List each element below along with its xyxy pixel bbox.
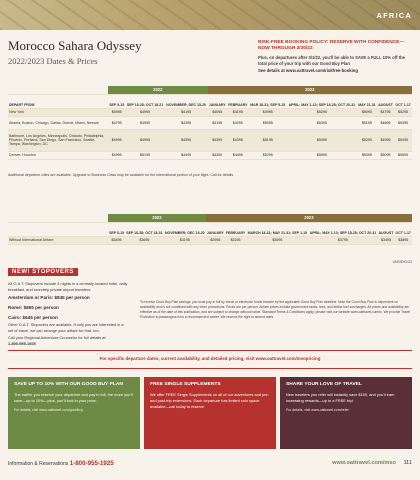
date-column-header: AUGUST: [377, 94, 394, 108]
price-cell: $5495: [287, 129, 357, 151]
price-cell: $4995: [377, 129, 394, 151]
date-column-header: AUGUST: [377, 222, 394, 236]
price-cell: $4195: [208, 116, 227, 129]
price-cell: $5195: [125, 151, 164, 159]
price-cell: $5595: [394, 151, 412, 159]
date-column-header: APRIL; MAY 1-13; SEP 18-28; OCT 20-31: [287, 94, 357, 108]
refer-friend-box: [280, 377, 412, 449]
depart-city-cell: Denver, Houston: [8, 151, 108, 159]
table-row: [8, 151, 412, 159]
divider-bottom: [8, 368, 412, 369]
divider-top: [8, 350, 412, 351]
depart-city-cell: New York: [8, 108, 108, 116]
terms-text: To receive Good Buy Plan savings, you must pay in full by check or electronic funds transfer by the applicable Good Buy Plan deadline. Note the Good Buy Plan is dependent on availability and is not combined with any other promotions. Prices are per person. Airfare prices include government taxes, fees, and airline fuel surcharges. All prices and availability are effective as of the date of this publication, and are subject to change without notice. Standard Terms & Conditions apply; please visit our website www.oattravel.com/tc. We provide Travel Protection to passengers from a recommended carrier. We reserve the right to amend rates.: [140, 300, 411, 319]
header-band: [0, 0, 420, 30]
price-table-land-only: [8, 214, 412, 245]
good-buy-link[interactable]: For details, visit www.oattravel.com/goodbuy: [14, 407, 84, 412]
price-cell: $4495: [165, 151, 208, 159]
page-subtitle: 2022/2023 Dates & Prices: [8, 56, 98, 66]
table-note: Additional departure cities are available. Upgrade to Business Class may be available for the international portion of your flight. Call for details.: [8, 173, 235, 177]
price-cell: $4195: [165, 108, 208, 116]
price-cell: $4395: [208, 151, 227, 159]
good-buy-body: The earlier you reserve your departure and pay in full, the more you'll save—up to 10%—plus, you'll lock in your price.: [14, 392, 133, 404]
footer-contact: [8, 460, 114, 467]
year-2023-label: 2023: [208, 86, 412, 94]
table-row: [8, 116, 412, 129]
price-cell: $5095: [357, 108, 377, 116]
date-column-header: MAY 21-31: [357, 94, 377, 108]
stopovers-block: [8, 280, 128, 347]
depart-from-header: [8, 222, 108, 236]
price-cell: $4795: [108, 116, 125, 129]
stopover-cairo: Cairo: $645 per person: [8, 314, 58, 320]
depart-city-cell: Without International Airfare: [8, 236, 108, 244]
footer-phone[interactable]: 1-800-955-1925: [69, 460, 114, 467]
price-cell: $3495: [108, 236, 125, 244]
price-cell: $3695: [125, 236, 164, 244]
stopovers-heading: NEW! STOPOVERS: [8, 268, 78, 276]
year-band-row: [8, 86, 412, 94]
year-2022-label: 2022: [108, 214, 206, 222]
section-tag: AFRICA: [376, 11, 412, 20]
header-pattern: [0, 0, 420, 30]
single-supplement-box: [144, 377, 276, 449]
price-cell: $5395: [357, 151, 377, 159]
depart-city-cell: Atlanta, Boston, Chicago, Dallas, Detroit, Miami, Newark: [8, 116, 108, 129]
price-cell: $4995: [125, 129, 164, 151]
price-cell: $4995: [249, 108, 287, 116]
stopover-amsterdam-paris: Amsterdam or Paris: $845 per person: [8, 295, 90, 301]
reference-code: #NSIDO/23: [392, 260, 412, 264]
depart-from-header: DEPART FROM: [8, 94, 108, 108]
price-cell: $4395: [227, 129, 249, 151]
year-2023-label: 2023: [206, 214, 412, 222]
price-cell: $5095: [377, 151, 394, 159]
price-cell: $5395: [287, 116, 357, 129]
price-cell: $5595: [287, 151, 357, 159]
table-header-row: [8, 222, 412, 236]
price-cell: $4995: [108, 108, 125, 116]
good-buy-plan-box: [8, 377, 140, 449]
price-cell: $5395: [394, 116, 412, 129]
date-column-header: JANUARY: [208, 94, 227, 108]
price-cell: $4895: [377, 116, 394, 129]
date-column-header: FEBRUARY: [227, 94, 249, 108]
price-cell: $5295: [357, 129, 377, 151]
price-cell: $3495: [377, 236, 394, 244]
single-supplement-body: We offer FREE Single Supplements on all of our adventures and pre- and post-trip extensions. Each departure has limited solo space available—call today to reserve: [150, 392, 270, 409]
price-cell: $5195: [357, 116, 377, 129]
price-cell: $2995: [206, 236, 225, 244]
stopovers-call: Call your Regional Adventure Counselor for full details at: [8, 334, 106, 340]
price-cell: $5195: [249, 129, 287, 151]
date-column-header: SEP 18-28; OCT 18-21: [125, 94, 164, 108]
date-column-header: SEP 5-15: [108, 94, 125, 108]
price-cell: $5095: [249, 116, 287, 129]
price-cell: $3795: [308, 236, 377, 244]
price-cell: $4495: [227, 151, 249, 159]
price-cell: $4395: [208, 129, 227, 151]
refer-body: New travelers you refer will instantly save $100, and you'll earn increasing rewards—up to a FREE trip!: [286, 392, 395, 404]
year-2022-label: 2022: [108, 86, 208, 94]
good-buy-heading: SAVE UP TO 10% WITH OUR GOOD BUY PLAN: [14, 382, 123, 387]
promo-body: Plus, on departures after 3/1/22, you'll be able to SAVE a FULL 10% off the total price of your trip with our Good Buy Plan: [258, 54, 405, 66]
table-header-row: [8, 94, 412, 108]
price-cell: $3195: [225, 236, 247, 244]
footer-right: [332, 460, 412, 466]
price-cell: $4995: [108, 151, 125, 159]
price-cell: $4395: [165, 129, 208, 151]
date-column-header: SEP 5-15: [108, 222, 125, 236]
price-cell: $4095: [208, 108, 227, 116]
refer-heading: SHARE YOUR LOVE OF TRAVEL: [286, 382, 362, 387]
page-number: 111: [403, 460, 412, 466]
price-cell: $5295: [287, 108, 357, 116]
depart-city-cell: Baltimore, Los Angeles, Minneapolis, Orlando, Philadelphia, Phoenix, Portland, San Diego, San Francisco, Seattle, Tampa, Washington, DC: [8, 129, 108, 151]
price-cell: $3995: [246, 236, 308, 244]
stopovers-intro: All O.A.T. Stopovers include 3 nights in a centrally-located hotel, daily breakfast, and roundtrip private airport transfers.: [8, 281, 128, 292]
price-cell: $3195: [164, 236, 206, 244]
promo-headline: RISK-FREE BOOKING POLICY: RESERVE WITH CONFIDENCE—NOW THROUGH 3/30/22: [258, 40, 405, 52]
table-row: [8, 108, 412, 116]
price-cell: $3895: [394, 236, 412, 244]
date-column-header: OCT 1-17: [394, 94, 412, 108]
date-column-header: SEP 18-28; OCT 18-31: [125, 222, 164, 236]
date-column-header: MAR 18-31; SEP 5-15: [249, 94, 287, 108]
footer-label: Information & Reservations: [8, 461, 69, 467]
date-column-header: NOVEMBER; DEC 15-20: [165, 94, 208, 108]
stopover-rome: Rome: $865 per person: [8, 304, 59, 310]
price-cell: $5495: [394, 129, 412, 151]
table-row: [8, 129, 412, 151]
price-cell: $4995: [125, 108, 164, 116]
date-column-header: JANUARY: [206, 222, 225, 236]
pricing-cta-link[interactable]: For specific departure dates, current availability, and detailed pricing, visit www.oattravel.com/msopricing: [99, 356, 321, 361]
single-supplement-heading: FREE SINGLE SUPPLEMENTS: [150, 382, 221, 387]
date-column-header: MARCH 18-31; MAY 21-31; SEP 1-15: [246, 222, 308, 236]
table-row: [8, 236, 412, 244]
promo-link[interactable]: See details at www.oattravel.com/riskfree-booking: [258, 68, 358, 74]
date-column-header: NOVEMBER; DEC 15-20: [164, 222, 206, 236]
price-cell: $4395: [165, 116, 208, 129]
year-band-row: [8, 214, 412, 222]
date-column-header: OCT 1-17: [394, 222, 412, 236]
footer-url[interactable]: www.oattravel.com/mso: [332, 460, 396, 466]
price-cell: $4995: [108, 129, 125, 151]
price-cell: $5295: [249, 151, 287, 159]
page-title: Morocco Sahara Odyssey: [8, 38, 142, 53]
price-cell: $4795: [377, 108, 394, 116]
price-cell: $5295: [394, 108, 412, 116]
stopovers-phone[interactable]: 1-800-955-1925: [8, 341, 36, 347]
stopovers-note: Other O.A.T. Stopovers are available. If only you are interested in a set of travel, we can arrange your airfare for that, too.: [8, 322, 124, 333]
date-column-header: APRIL; MAY 1-13; SEP 18-28; OCT 20-31: [308, 222, 377, 236]
price-cell: $4195: [227, 108, 249, 116]
date-column-header: FEBRUARY: [225, 222, 247, 236]
price-cell: $4995: [125, 116, 164, 129]
promo-block: [258, 40, 414, 82]
refer-link[interactable]: For details, visit www.oattravel.com/refer: [286, 407, 349, 412]
price-table-with-air: [8, 86, 412, 160]
price-cell: $4395: [227, 116, 249, 129]
